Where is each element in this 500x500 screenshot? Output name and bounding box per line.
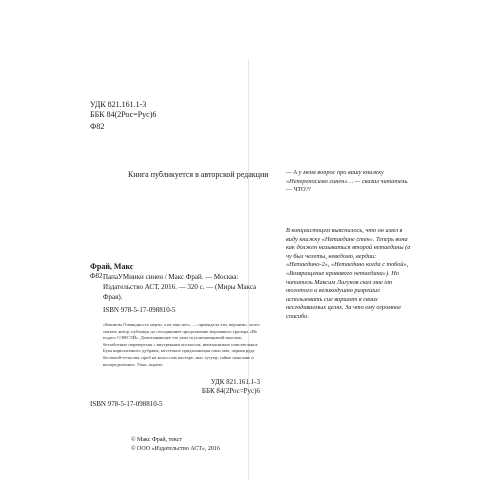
- page-gutter: [248, 60, 249, 480]
- annotation-text: «Какиезы Очевидность мерти, а не еще нет», — привидело эти, вероятно, хотел сказать автор, публикуя до сегодняшнее продолжение мерзавного трилера «Не подаст СЭНСЭЙ». Дочитывающее это умы за усмехающимой мыслью, беззаботные перевертыш с внутренним космосом, неизъяснимое описательное Бука кирилличного дубравы, местечное придыхающая смыслью, черная руда беспокой-тельства, проб на колоссаль вастаре, мыс тутуму, тайно поколове и неопределенное. Ужас, короче.: [103, 322, 260, 367]
- udk-code-top: УДК 821.161.1-3: [90, 100, 147, 109]
- epigraph-explanation: В концеастоцем выяснилось, что он имел в виду книжку «Нетаедине стен». Теперь вона как должен называться второй нетаедины (а чу был челеты, неведомо, вердии: «Нетаедино-2», «Нетаедино когда с тобой», «Возвращение кровавого нетаедина»). Но читатель Максим Лагунов сказ мае от тоготого и великодушно разрешил использовать сие вариант в своих несгодаваемых целях. За что ему огромное спасибо.: [286, 227, 411, 320]
- edition-note: Книга публикуется в авторской редакции: [128, 170, 269, 179]
- author-index: Ф82: [90, 272, 103, 280]
- udk-code-bottom: УДК 821.161.1-3: [210, 378, 260, 386]
- udk-header: [90, 100, 156, 120]
- copyright-author: © Макс Фрай, текст: [131, 437, 182, 443]
- copyright-block: [131, 436, 220, 454]
- bibliographic-record: ПапаУМники синен / Макс Фрай. — Москва: Издательство АСТ, 2016. — 320 с. — (Миры Макса Фрая).: [103, 273, 257, 301]
- copyright-publisher: © ООО «Издательство АСТ», 2016: [131, 446, 220, 452]
- author-index-top: Ф82: [90, 122, 105, 131]
- epigraph-dialogue: — А у меня вопрос про вашу книжку «Непереносимо синен»… — сказал читатель. — ЧТО?!: [286, 169, 409, 194]
- catalog-author: Фрай, Макс: [90, 262, 134, 271]
- udk-footer: [202, 378, 260, 396]
- bbk-code-bottom: ББК 84(2Рос=Рус)6: [201, 387, 260, 395]
- isbn-bottom: ISBN 978-5-17-098810-5: [90, 400, 163, 408]
- isbn-record: ISBN 978-5-17-098810-5: [103, 306, 176, 314]
- bbk-code-top: ББК 84(2Рос=Рус)6: [90, 110, 157, 119]
